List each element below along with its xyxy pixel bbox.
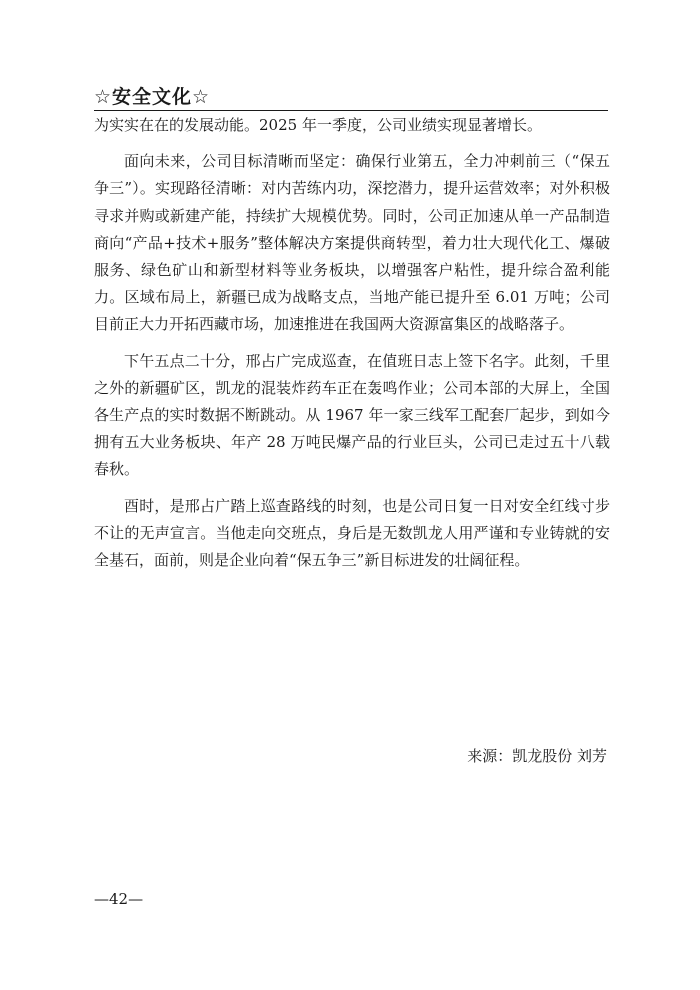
paragraph-inspection: 下午五点二十分，邢占广完成巡查，在值班日志上签下名字。此刻，千里之外的新疆矿区，凯龙的混装炸药车正在轰鸣作业；公司本部的大屏上，全国各生产点的实时数据不断跳动。从 1967 年一家三线军工配套厂起步，到如今拥有五大业务板块、年产 28 万吨民爆产品的行业巨头，公司已走过五十八载春秋。 [94, 351, 610, 479]
section-title: ☆安全文化☆ [94, 86, 211, 108]
source-attribution: 来源：凯龙股份 刘芳 [467, 747, 607, 765]
paragraph-continuation: 为实实在在的发展动能。2025 年一季度，公司业绩实现显著增长。 [94, 116, 542, 134]
article-body [94, 112, 610, 574]
paragraph-future-goals: 面向未来，公司目标清晰而坚定：确保行业第五，全力冲刺前三（“保五争三”）。实现路径清晰：对内苦练内功，深挖潜力，提升运营效率；对外积极寻求并购或新建产能，持续扩大规模优势。同时，公司正加速从单一产品制造商向“产品+技术+服务”整体解决方案提供商转型，着力壮大现代化工、爆破服务、绿色矿山和新型材料等业务板块，以增强客户粘性，提升综合盈利能力。区域布局上，新疆已成为战略支点，当地产能已提升至 6.01 万吨；公司目前正大力开拓西藏市场，加速推进在我国两大资源富集区的战略落子。 [94, 152, 610, 334]
section-header [94, 80, 608, 111]
paragraph-closing: 酉时，是邢占广踏上巡查路线的时刻，也是公司日复一日对安全红线寸步不让的无声宣言。当他走向交班点，身后是无数凯龙人用严谨和专业铸就的安全基石，面前，则是企业向着“保五争三”新目标进发的壮阔征程。 [94, 496, 610, 570]
page-number: —42— [94, 890, 144, 908]
